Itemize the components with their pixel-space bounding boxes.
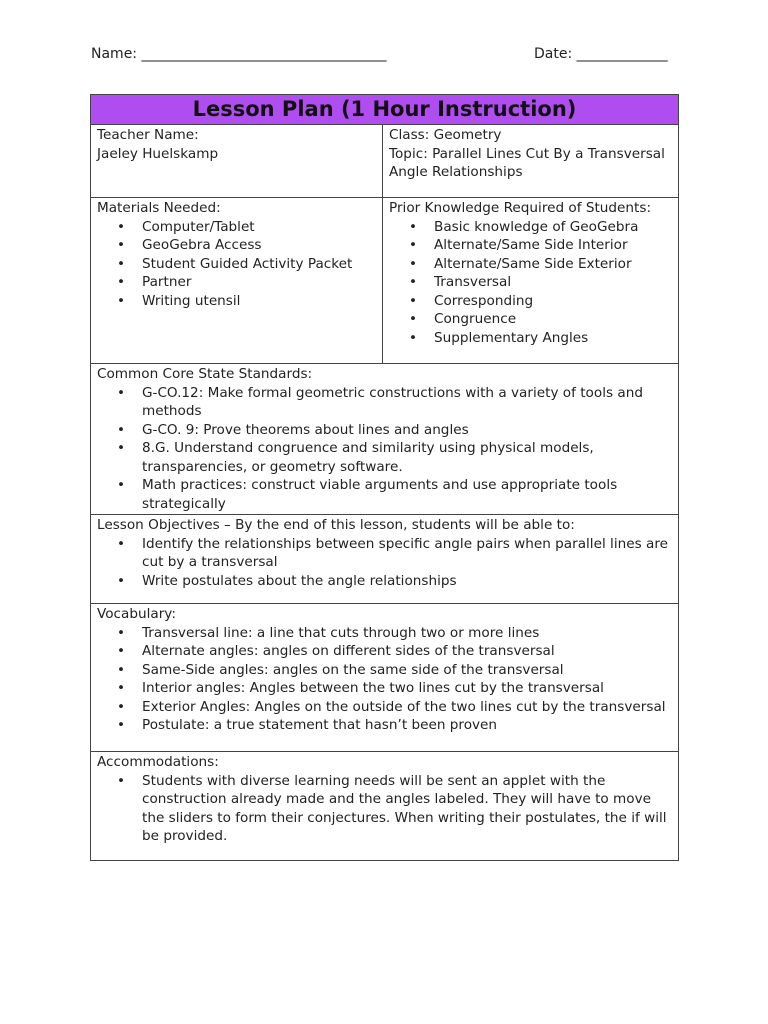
accommodations-label: Accommodations: xyxy=(97,754,219,770)
list-item: • Computer/Tablet xyxy=(142,218,376,237)
vocabulary-cell xyxy=(91,604,679,752)
list-item: • 8.G. Understand congruence and similarity using physical models, transparencies, or geometry software. xyxy=(142,439,672,476)
list-item: • Same-Side angles: angles on the same side of the transversal xyxy=(142,661,672,680)
list-item: • Write postulates about the angle relationships xyxy=(142,572,672,591)
vocabulary-label: Vocabulary: xyxy=(97,606,176,622)
list-item: • Writing utensil xyxy=(142,292,376,311)
materials-cell xyxy=(91,198,383,364)
prior-knowledge-list xyxy=(389,218,672,348)
list-item: • Congruence xyxy=(434,310,672,329)
teacher-label: Teacher Name: xyxy=(97,127,199,143)
standards-label: Common Core State Standards: xyxy=(97,366,313,382)
name-field-label: Name: ___________________________________ xyxy=(91,46,387,62)
list-item: • Basic knowledge of GeoGebra xyxy=(434,218,672,237)
standards-list xyxy=(97,384,672,514)
vocabulary-list xyxy=(97,624,672,735)
standards-cell xyxy=(91,364,679,515)
prior-knowledge-cell xyxy=(383,198,679,364)
list-item: • G-CO.12: Make formal geometric constructions with a variety of tools and methods xyxy=(142,384,672,421)
list-item: • Interior angles: Angles between the two lines cut by the transversal xyxy=(142,679,672,698)
accommodations-list xyxy=(97,772,672,846)
teacher-name: Jaeley Huelskamp xyxy=(97,145,219,162)
list-item: • Exterior Angles: Angles on the outside of the two lines cut by the transversal xyxy=(142,698,672,717)
header-row xyxy=(91,46,678,68)
teacher-cell xyxy=(91,125,383,198)
list-item: • Students with diverse learning needs will be sent an applet with the construction already made and the angles labeled. They will have to move the sliders to form their conjectures. When writing their postulates, the if will be provided. xyxy=(142,772,672,846)
class-line: Class: Geometry xyxy=(389,127,502,143)
list-item: • Supplementary Angles xyxy=(434,329,672,348)
accommodations-cell xyxy=(91,752,679,861)
list-item: • Postulate: a true statement that hasn’t been proven xyxy=(142,716,672,735)
list-item: • Alternate/Same Side Exterior xyxy=(434,255,672,274)
objectives-list xyxy=(97,535,672,591)
objectives-cell xyxy=(91,515,679,604)
list-item: • Alternate angles: angles on different sides of the transversal xyxy=(142,642,672,661)
title-band xyxy=(91,95,679,125)
topic-line: Topic: Parallel Lines Cut By a Transversal Angle Relationships xyxy=(389,145,665,180)
date-field-label: Date: _____________ xyxy=(534,46,668,62)
list-item: • Transversal xyxy=(434,273,672,292)
materials-list xyxy=(97,218,376,311)
list-item: • Partner xyxy=(142,273,376,292)
lesson-plan-table xyxy=(90,94,679,861)
list-item: • Identify the relationships between specific angle pairs when parallel lines are cut by a transversal xyxy=(142,535,672,572)
list-item: • Corresponding xyxy=(434,292,672,311)
prior-knowledge-label: Prior Knowledge Required of Students: xyxy=(389,200,652,216)
list-item: • Alternate/Same Side Interior xyxy=(434,236,672,255)
list-item: • G-CO. 9: Prove theorems about lines and angles xyxy=(142,421,672,440)
list-item: • GeoGebra Access xyxy=(142,236,376,255)
page-title: Lesson Plan (1 Hour Instruction) xyxy=(192,97,577,121)
objectives-label: Lesson Objectives – By the end of this lesson, students will be able to: xyxy=(97,517,575,533)
class-cell xyxy=(383,125,679,198)
list-item: • Transversal line: a line that cuts through two or more lines xyxy=(142,624,672,643)
list-item: • Math practices: construct viable arguments and use appropriate tools strategically xyxy=(142,476,672,513)
materials-label: Materials Needed: xyxy=(97,200,221,216)
list-item: • Student Guided Activity Packet xyxy=(142,255,376,274)
